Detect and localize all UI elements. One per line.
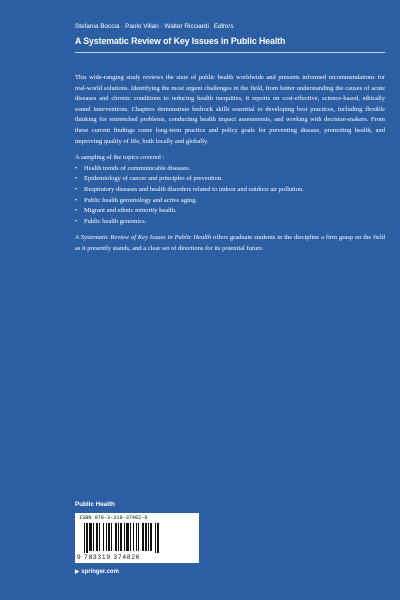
arrow-right-icon: ▶ <box>75 569 80 575</box>
topic-text: Public health gerontology and active aging. <box>84 196 197 204</box>
barcode-bar <box>106 523 107 551</box>
barcode-bar <box>93 523 94 551</box>
barcode-bar <box>115 523 117 551</box>
isbn-text: ISBN 978-3-319-37482-6 <box>79 515 148 521</box>
list-item <box>75 174 385 185</box>
topic-text: Epidemiology of cancer and principles of prevention. <box>84 175 223 183</box>
editors-line <box>75 23 385 30</box>
barcode-digits: 9 783319 374826 <box>77 554 141 561</box>
barcode-bar <box>136 523 137 551</box>
barcode-bar <box>145 523 147 551</box>
topics-list <box>75 164 385 228</box>
closing-title-italic: A Systematic Review of Key Issues in Public Health <box>75 234 212 242</box>
barcode-bar <box>89 523 92 551</box>
barcode-bar <box>96 523 98 551</box>
bullet-icon: • <box>75 175 78 183</box>
barcode-bar <box>118 523 119 551</box>
list-item <box>75 206 385 217</box>
topic-text: Health trends of communicable diseases. <box>84 164 191 172</box>
editors-names: Stefania Boccia · Paolo Villari · Walter Ricciardi <box>75 23 209 30</box>
barcode-bar <box>155 523 156 553</box>
list-item <box>75 164 385 175</box>
barcode-bar <box>111 523 112 551</box>
barcode-bar <box>157 523 159 553</box>
barcode-bar <box>86 523 88 553</box>
editors-label: Editors <box>213 23 234 30</box>
barcode-bar <box>130 523 131 551</box>
book-title: A Systematic Review of Key Issues in Public Health <box>75 36 286 46</box>
topic-text: Respiratory diseases and health disorders related to indoor and outdoor air pollution. <box>84 185 304 193</box>
barcode-panel <box>75 513 199 563</box>
list-item <box>75 217 385 228</box>
publisher-link[interactable] <box>75 569 119 575</box>
list-item <box>75 185 385 196</box>
bullet-icon: • <box>75 164 78 172</box>
barcode-bar <box>99 523 100 551</box>
topic-text: Public health genomics. <box>84 217 147 225</box>
title-divider <box>75 52 385 53</box>
topics-intro: A sampling of the topics covered : <box>75 154 165 162</box>
barcode-bar <box>138 523 139 551</box>
barcode-bar <box>142 523 144 551</box>
barcode-bar <box>126 523 129 551</box>
series-label: Public Health <box>75 501 115 508</box>
description-paragraph: This wide-ranging study reviews the state of public health worldwide and presents informed recommendations for real-world solutions. Identifying the most urgent challenges in the field, from better understanding the causes of acute diseases and chronic conditions to reducing health inequities, it reports on cost-effective, science-based, ethically sound interventions. Chapters demonstrate bedrock skills essential to developing best practices, including flexible thinking for entrenched problems, conducting health impact assessments, and working with decision-makers. From these current findings come long-term practice and policy goals for preventing disease, promoting health, and improving quality of life, both locally and globally. <box>75 74 385 145</box>
closing-text: offers graduate students in the discipline a firm grasp on the field as it presently stands, and a clear set of directions for its potential future. <box>75 234 385 252</box>
bullet-icon: • <box>75 207 78 215</box>
bullet-icon: • <box>75 217 78 225</box>
barcode-bar <box>103 523 104 551</box>
barcode-bar <box>124 523 125 551</box>
barcode-bar <box>148 523 149 551</box>
barcode-bar <box>120 523 122 551</box>
barcode-bar <box>108 523 110 551</box>
barcode-icon <box>83 523 191 553</box>
barcode-bar <box>133 523 134 551</box>
barcode-bar <box>84 523 85 553</box>
description-block <box>75 73 385 255</box>
list-item <box>75 196 385 207</box>
publisher-url: springer.com <box>81 569 119 575</box>
bullet-icon: • <box>75 185 78 193</box>
closing-paragraph <box>75 233 385 254</box>
bullet-icon: • <box>75 196 78 204</box>
topic-text: Migrant and ethnic minority health. <box>84 207 177 215</box>
barcode-bar <box>150 523 152 551</box>
